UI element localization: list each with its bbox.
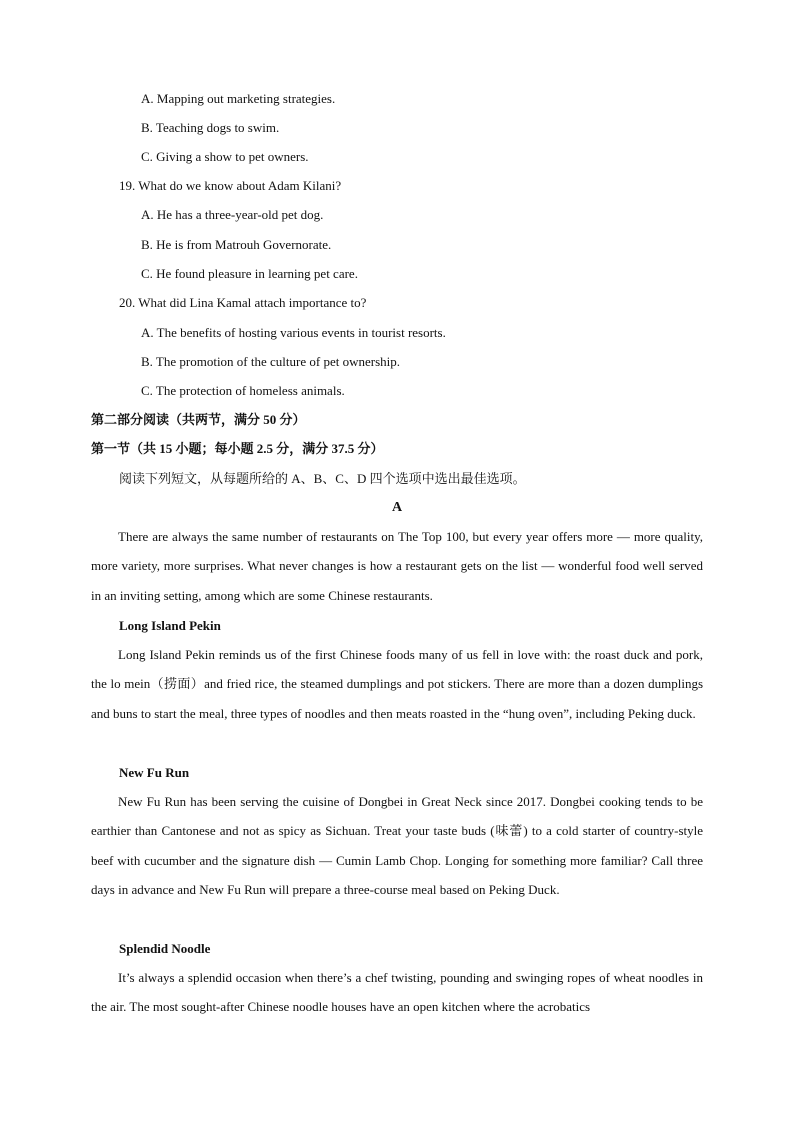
passage-intro xyxy=(91,522,703,610)
q20-option-b: B. The promotion of the culture of pet ownership. xyxy=(141,354,400,369)
q20-option-a: A. The benefits of hosting various events in tourist resorts. xyxy=(141,325,446,340)
section-body-text: Long Island Pekin reminds us of the first Chinese foods many of us fell in love with: the roast duck and pork, the lo mein（捞面）and fried rice, the steamed dumplings and pot stickers. There are more than a dozen dumplings and buns to start the meal, three types of noodles and then meats roasted in the “hung oven”, including Peking duck. xyxy=(91,647,703,721)
q18-option-a: A. Mapping out marketing strategies. xyxy=(141,91,336,106)
q19-option-a: A. He has a three-year-old pet dog. xyxy=(141,207,324,222)
section-body-long-island-pekin xyxy=(91,640,703,728)
section-body-text: It’s always a splendid occasion when there’s a chef twisting, pounding and swinging ropes of wheat noodles in the air. The most sought-after Chinese noodle houses have an open kitchen where the acrobatics xyxy=(91,970,703,1015)
section-heading-splendid-noodle: Splendid Noodle xyxy=(119,941,211,956)
subsection-title: 第一节（共 15 小题；每小题 2.5 分，满分 37.5 分） xyxy=(91,441,384,456)
q19-option-b: B. He is from Matrouh Governorate. xyxy=(141,237,332,252)
section-heading-new-fu-run: New Fu Run xyxy=(119,765,190,780)
section-heading-long-island-pekin: Long Island Pekin xyxy=(119,618,221,633)
section-body-new-fu-run xyxy=(91,787,703,904)
section-body-text: New Fu Run has been serving the cuisine of Dongbei in Great Neck since 2017. Dongbei cooking tends to be earthier than Cantonese and not as spicy as Sichuan. Treat your taste buds (味蕾) to a cold starter of country-style beef with cucumber and the signature dish — Cumin Lamb Chop. Longing for something more familiar? Call three days in advance and New Fu Run will prepare a three-course meal based on Peking Duck. xyxy=(91,794,703,897)
q18-option-b: B. Teaching dogs to swim. xyxy=(141,120,280,135)
q19-stem: 19. What do we know about Adam Kilani? xyxy=(119,178,342,193)
passage-intro-text: There are always the same number of restaurants on The Top 100, but every year offers more — more quality, more variety, more surprises. What never changes is how a restaurant gets on the list — wonderful food well served in an inviting setting, among which are some Chinese restaurants. xyxy=(91,529,703,603)
q20-stem: 20. What did Lina Kamal attach importance to? xyxy=(119,295,367,310)
q19-option-c: C. He found pleasure in learning pet care. xyxy=(141,266,358,281)
reading-instruction: 阅读下列短文，从每题所给的 A、B、C、D 四个选项中选出最佳选项。 xyxy=(119,471,526,486)
passage-label: A xyxy=(391,500,403,515)
part-title: 第二部分阅读（共两节，满分 50 分） xyxy=(91,412,306,427)
q18-option-c: C. Giving a show to pet owners. xyxy=(141,149,309,164)
q20-option-c: C. The protection of homeless animals. xyxy=(141,383,345,398)
section-body-splendid-noodle xyxy=(91,963,703,1022)
